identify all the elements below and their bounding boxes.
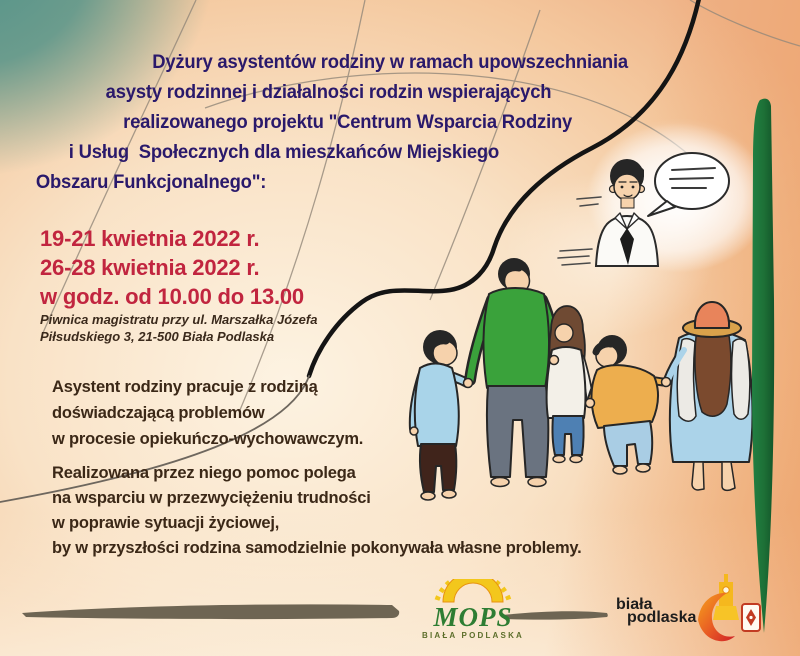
title-line-2: asysty rodzinnej i działalności rodzin wspierających: [105, 82, 552, 103]
poster-title: [30, 48, 748, 198]
schedule-line-2: 26-28 kwietnia 2022 r.: [40, 255, 260, 280]
sun-icon: [431, 579, 515, 603]
olive-brush-stroke-long: [22, 604, 399, 619]
family-father: [470, 258, 554, 487]
tower-icon: [694, 570, 772, 650]
paragraph1-line-2: doświadczającą problemów: [52, 403, 265, 422]
paragraph1-line-1: Asystent rodziny pracuje z rodziną: [52, 377, 318, 396]
biala-podlaska-logo: [610, 570, 778, 652]
family-boy-orange: [591, 335, 665, 474]
bp-text-line-2: podlaska: [627, 609, 697, 626]
paragraph1-line-3: w procesie opiekuńczo-wychowawczym.: [52, 429, 364, 448]
family-girl: [547, 306, 590, 463]
mops-logo-text: MOPS: [433, 602, 513, 632]
mops-logo-subtitle: BIAŁA PODLASKA: [421, 631, 525, 640]
address-line-2: Piłsudskiego 3, 21-500 Biała Podlaska: [40, 329, 275, 344]
schedule-line-3: w godz. od 10.00 do 13.00: [40, 284, 304, 309]
paragraph2-line-4: by w przyszłości rodzina samodzielnie pokonywała własne problemy.: [52, 538, 582, 557]
title-line-3: realizowanego projektu "Centrum Wsparcia Rodziny: [123, 112, 573, 133]
green-brush-stroke-vertical: [752, 99, 774, 633]
paragraph2-line-1: Realizowana przez niego pomoc polega: [52, 463, 356, 482]
paragraph-assistant-role: [52, 374, 363, 452]
mops-logo: [406, 579, 540, 640]
biala-podlaska-logo-text: [616, 598, 696, 624]
title-line-5: Obszaru Funkcjonalnego":: [35, 172, 267, 193]
ornament-icon: [742, 604, 760, 631]
paragraph2-line-3: w poprawie sytuacji życiowej,: [52, 513, 280, 532]
schedule-dates: [40, 224, 304, 311]
family-mother: [668, 302, 752, 490]
title-line-4: i Usług Społecznych dla mieszkańców Miejskiego: [68, 142, 500, 163]
title-line-1: Dyżury asystentów rodziny w ramach upowszechniania: [152, 52, 628, 73]
venue-address: [40, 311, 317, 345]
bp-text-line-1: biała: [616, 596, 653, 613]
address-line-1: Piwnica magistratu przy ul. Marszałka Józefa: [40, 312, 318, 327]
paragraph2-line-2: na wsparciu w przezwyciężeniu trudności: [52, 488, 371, 507]
paragraph-help-description: [52, 460, 582, 560]
schedule-line-1: 19-21 kwietnia 2022 r.: [40, 226, 260, 251]
